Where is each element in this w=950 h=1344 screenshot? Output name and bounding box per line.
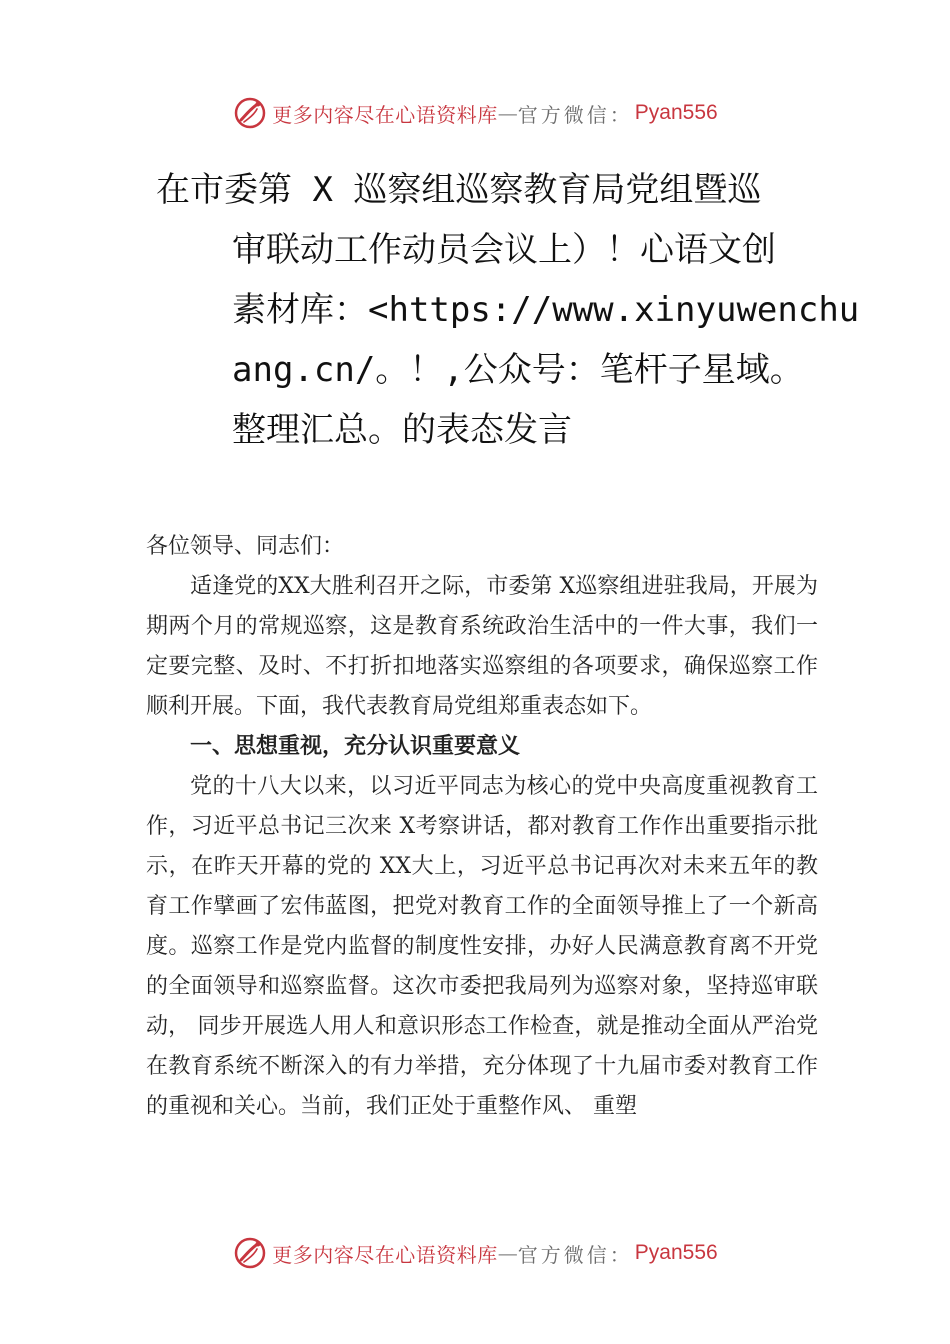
header-banner (0, 93, 950, 133)
title-line: ang.cn/。！,公众号：笔杆子星域。 (232, 350, 804, 390)
banner-wechat-label: 官方微信： (517, 1242, 633, 1267)
brush-logo-icon (232, 95, 268, 131)
banner-site-text: 更多内容尽在心语资料库 (272, 1242, 498, 1267)
banner-dash: — (497, 1241, 518, 1265)
paragraph: 适逢党的XX大胜利召开之际，市委第 X巡察组进驻我局，开展为期两个月的常规巡察，这是教育系统政治生活中的一件大事，我们一定要完整、及时、不打折扣地落实巡察组的各项要求，确保巡察工作顺利开展。下面，我代表教育局党组郑重表态如下。 (146, 574, 818, 719)
footer-banner (0, 1233, 950, 1273)
paragraph: 党的十八大以来，以习近平同志为核心的党中央高度重视教育工作，习近平总书记三次来 X考察讲话，都对教育工作作出重要指示批示，在昨天开幕的党的 XX大上，习近平总书记再次对未来五年的教育工作擘画了宏伟蓝图，把党对教育工作的全面领导推上了一个新高度。巡察工作是党内监督的制度性安排，办好人民满意教育离不开党的全面领导和巡察监督。这次市委把我局列为巡察对象，坚持巡审联动， 同步开展选人用人和意识形态工作检查，就是推动全面从严治党在教育系统不断深入的有力举措，充分体现了十九届市委对教育工作的重视和关心。当前，我们正处于重整作风、 重塑 (146, 774, 818, 1119)
banner-dash: — (497, 101, 518, 125)
document-title (156, 160, 860, 460)
banner-wechat-id: Pyan556 (634, 1241, 718, 1264)
banner-wechat-label: 官方微信： (517, 102, 633, 127)
title-line: 审联动工作动员会议上）！心语文创 (232, 230, 776, 270)
brush-logo-icon (232, 1235, 268, 1271)
banner-site-text: 更多内容尽在心语资料库 (272, 102, 498, 127)
banner-wechat-id: Pyan556 (634, 101, 718, 124)
salutation: 各位领导、同志们： (146, 534, 345, 559)
title-line: 在市委第 X 巡察组巡察教育局党组暨巡 (156, 170, 762, 210)
document-body (146, 527, 818, 1127)
title-line: 整理汇总。的表态发言 (232, 410, 572, 450)
title-line: 素材库：<https://www.xinyuwenchu (232, 290, 860, 330)
section-heading: 一、思想重视，充分认识重要意义 (190, 734, 521, 759)
